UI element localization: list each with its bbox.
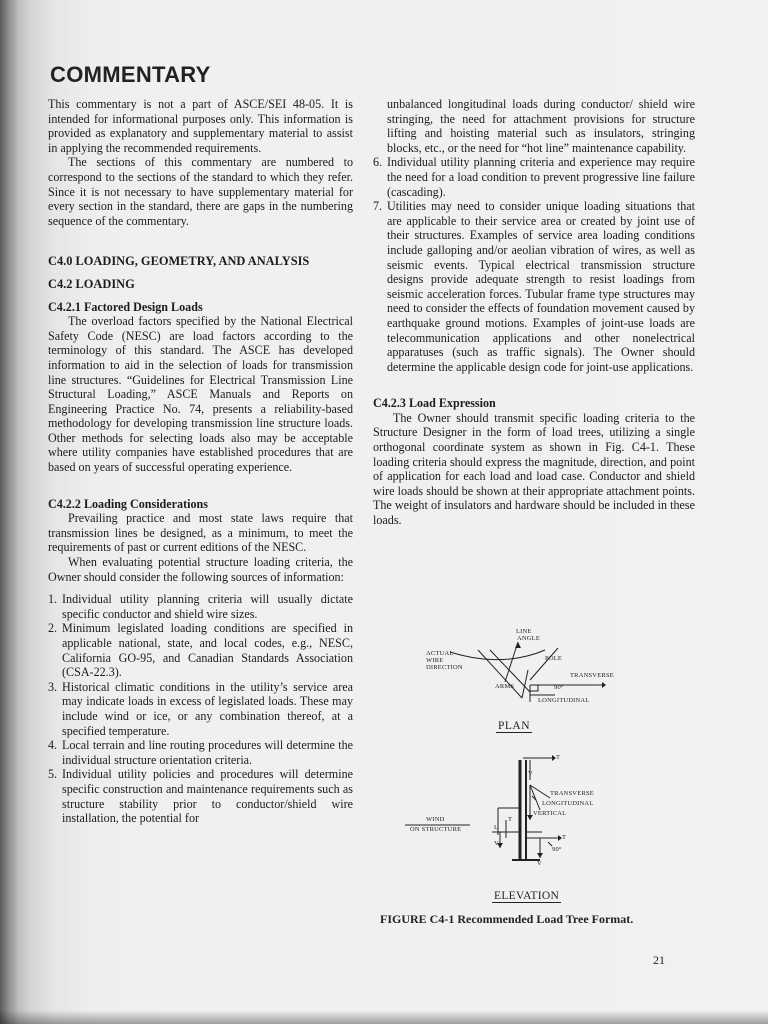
section-heading-c4-2: C4.2 LOADING [48, 276, 135, 291]
section-heading-c4-2-3: C4.2.3 Load Expression [373, 396, 496, 411]
intro-paragraph-2: The sections of this commentary are numbered to correspond to the sections of the standard to which they refer. Since it is not necessary to have supplementary material for every section in the standard, there are gaps in the numbering sequence of the commentary. [48, 155, 353, 228]
label-v-top: V [528, 770, 533, 777]
label-actual: ACTUAL [426, 650, 454, 657]
label-wire: WIRE [426, 657, 444, 664]
label-t-top: T [556, 754, 561, 761]
c4-2-2-paragraph-1: Prevailing practice and most state laws require that transmission lines be designed, as a minimum, to meet the requirements of past or current editions of the NESC. [48, 511, 353, 555]
label-l-arm: L [494, 824, 499, 831]
label-on-structure: ON STRUCTURE [410, 826, 462, 833]
list-continuation: unbalanced longitudinal loads during conductor/ shield wire stringing, the need for attachment provisions for structure lifting and hoisting material such as insulators, stringing blocks, etc., or the need for “hot line” maintenance capability. [387, 97, 695, 155]
intro-paragraph-1: This commentary is not a part of ASCE/SEI 48-05. It is intended for informational purposes only. This information is provided as explanatory and supplementary material to assist in applying the recommended requirements. [48, 97, 353, 155]
pole-line [530, 648, 558, 680]
load-tree-figure [380, 620, 680, 950]
label-t-right: T [562, 834, 567, 841]
list-item: 6. Individual utility planning criteria and experience may require the need for a load condition to prevent progressive line failure (cascading). [373, 155, 695, 199]
label-pole: POLE [545, 655, 563, 662]
right-column [373, 97, 695, 528]
binding-shadow [0, 0, 18, 1024]
label-transverse: TRANSVERSE [570, 672, 614, 679]
c4-2-3-body: The Owner should transmit specific loading criteria to the Structure Designer in the form of load trees, utilizing a single orthogonal coordinate system as shown in Fig. C4-1. These loading criteria should express the magnitude, direction, and point of application for each load and load case. Conductor and shield wire loads should be shown at their appropriate attachment points. The weight of insulators and hardware should be included in these loads. [373, 410, 695, 528]
list-item: 5. Individual utility policies and procedures will determine specific construction and maintenance requirements such as structure stability prior to conductor/shield wire installation, the potential for [48, 767, 353, 826]
c4-2-1-body: The overload factors specified by the National Electrical Safety Code (NESC) are load factors according to the terminology of this standard. The ASCE has developed information to aid in the selection of loads for transmission line structures. “Guidelines for Electrical Transmission Line Structural Loading,” ASCE Manuals and Reports on Engineering Practice No. 74, presents a reliability-based methodology for developing transmission line structure loads. Other methods for selecting loads also may be acceptable where utility companies have established procedures that are based on years of successful operating experience. [48, 314, 353, 475]
label-line: LINE [516, 628, 532, 635]
label-90-elev: 90° [552, 846, 562, 853]
label-angle: ANGLE [517, 635, 541, 642]
left-column [48, 97, 353, 826]
label-arms: ARMS [495, 683, 515, 690]
label-longitudinal-elev: LONGITUDINAL [542, 800, 594, 807]
considerations-list-continued [373, 155, 695, 374]
considerations-list [48, 592, 353, 826]
list-item: 1. Individual utility planning criteria will usually dictate specific conductor and shield wire sizes. [48, 592, 353, 621]
section-heading-c4-0: C4.0 LOADING, GEOMETRY, AND ANALYSIS [48, 254, 310, 269]
page-number: 21 [653, 953, 665, 967]
label-vertical: VERTICAL [533, 810, 567, 817]
page-bottom-shadow [0, 1010, 768, 1024]
label-v-bottom: V [537, 860, 542, 867]
plan-label: PLAN [498, 720, 531, 732]
list-item: 3. Historical climatic conditions in the utility’s service area may indicate loads in excess of legislated loads. These may include wind or ice, or any combination thereof, at a specified temperature. [48, 679, 353, 738]
page-title: COMMENTARY [50, 62, 211, 87]
label-90-plan: 90° [554, 684, 564, 691]
list-item: 4. Local terrain and line routing procedures will determine the individual structure orientation criteria. [48, 738, 353, 767]
section-heading-c4-2-1: C4.2.1 Factored Design Loads [48, 299, 203, 314]
label-direction: DIRECTION [426, 664, 463, 671]
label-v-arm: V [494, 840, 499, 847]
list-item: 2. Minimum legislated loading conditions are specified in applicable national, state, and local codes, e.g., NESC, California GO-95, and Canadian Standards Association (CSA-22.3). [48, 621, 353, 680]
load-tree-diagram [380, 620, 680, 910]
label-longitudinal: LONGITUDINAL [538, 697, 590, 704]
elevation-label: ELEVATION [494, 890, 560, 902]
section-heading-c4-2-2: C4.2.2 Loading Considerations [48, 496, 208, 511]
c4-2-2-paragraph-2: When evaluating potential structure loading criteria, the Owner should consider the following sources of information: [48, 555, 353, 584]
label-t-arm: T [508, 816, 513, 823]
list-item: 7. Utilities may need to consider unique loading situations that are applicable to their service area or created by joint use of their structures. Examples of service area loading conditions include galloping and/or aeolian vibration of wires, as well as seismic events. Typical electrical transmission structure designs provide adequate strength to resist loadings from seismic acceleration forces. Tubular frame type structures may need to consider the effects of foundation movement caused by earthquake ground motions. Examples of joint-use loads are telecommunication applications and other nonelectrical apparatuses (such as traffic signals). The Owner should determine the applicable design code for joint-use applications. [373, 199, 695, 374]
wire-line-1 [478, 650, 522, 698]
figure-caption: FIGURE C4-1 Recommended Load Tree Format. [380, 912, 634, 926]
label-wind: WIND [426, 816, 445, 823]
label-transverse-elev: TRANSVERSE [550, 790, 594, 797]
